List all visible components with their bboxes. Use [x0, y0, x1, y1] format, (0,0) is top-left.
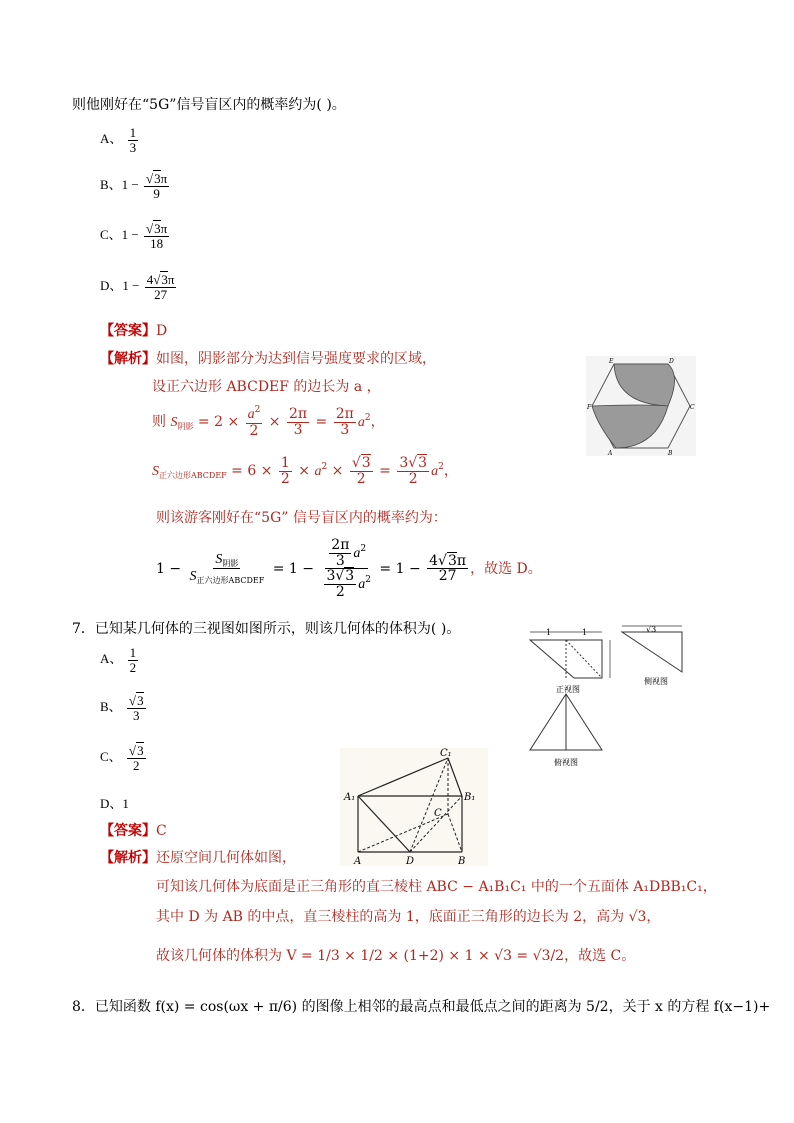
- q6-probability-formula: 1 − $\frac{S_{阴影}}{S_{正六边形ABCDEF}}$ = 1 − $\frac{2\pi}{3}$ $a^2$ $\frac{3√3}{2}$ $a^2$ = 1 − $\frac{4√3\pi}{27}$ ，故选 D。: [156, 537, 542, 601]
- solid-label-b: B: [458, 856, 466, 866]
- q6-answer: 【答案】D: [100, 323, 168, 339]
- hex-label-f: F: [587, 404, 592, 411]
- side-view-label: 侧视图: [644, 677, 668, 686]
- hex-label-d: D: [669, 358, 674, 365]
- q6-formula-shadow: 则 $S_{阴影} = 2$ × $\frac{a^2}{2}$ × $\frac{2\pi}{3}$ = $\frac{2\pi}{3}$ $a^2$，: [152, 405, 385, 439]
- solid-label-c1: C₁: [440, 748, 452, 759]
- dim-label-1b: 1: [582, 628, 588, 637]
- q7-analysis-line3: 其中 D 为 AB 的中点，直三棱柱的高为 1，底面正三角形的边长为 2，高为 √3，: [156, 909, 661, 925]
- q7-analysis-line4: 故该几何体的体积为 V = 1/3 × 1/2 × (1+2) × 1 × √3 = √3/2，故选 C。: [156, 948, 636, 964]
- q6-analysis-line2: 设正六边形 ABCDEF 的边长为 a ，: [152, 379, 381, 395]
- q6-stem: 则他刚好在“5G”信号盲区内的概率约为( )。: [72, 97, 346, 113]
- solid-label-a: A: [354, 856, 362, 866]
- q7-answer: 【答案】C: [100, 823, 167, 839]
- dim-label-1a: 1: [546, 628, 552, 637]
- hex-label-b: B: [668, 450, 673, 456]
- solid-figure: [340, 748, 488, 866]
- solid-label-c: C: [434, 808, 442, 819]
- q7-option-a[interactable]: A、 $\frac{1}{2}$: [100, 645, 137, 675]
- q6-option-c[interactable]: C、1 − $\frac{√3\pi}{18}$: [100, 221, 168, 251]
- q7-option-d[interactable]: D、1: [100, 796, 129, 811]
- q6-option-d[interactable]: D、1 − $\frac{4√3\pi}{27}$: [100, 272, 175, 302]
- q7-analysis-line2: 可知该几何体为底面是正三角形的直三棱柱 ABC − A₁B₁C₁ 中的一个五面体 A₁DBB₁C₁，: [156, 879, 717, 895]
- front-view-label: 正视图: [556, 685, 580, 694]
- q7-option-c[interactable]: C、 $\frac{√3}{2}$: [100, 743, 144, 773]
- q6-option-a[interactable]: A、 $\frac{1}{3}$: [100, 125, 137, 155]
- top-view-label: 俯视图: [554, 758, 578, 767]
- q6-option-b[interactable]: B、1 − $\frac{√3\pi}{9}$: [100, 171, 168, 201]
- q6-formula-hexagon: $S_{正六边形ABCDEF} = 6$ × $\frac{1}{2}$ × $a^2$ × $\frac{√3}{2}$ = $\frac{3√3}{2}$ $a^2$，: [152, 455, 458, 487]
- hex-label-e: E: [609, 358, 614, 365]
- q8-stem: 8．已知函数 f(x) = cos(ωx + π/6) 的图像上相邻的最高点和最低点之间的距离为 5/2，关于 x 的方程 f(x−1)+: [72, 999, 771, 1015]
- solid-label-a1: A₁: [344, 792, 356, 803]
- hex-label-c: C: [690, 404, 695, 411]
- q7-option-b[interactable]: B、 $\frac{√3}{3}$: [100, 693, 144, 723]
- q7-stem: 7．已知某几何体的三视图如图所示，则该几何体的体积为( )。: [72, 621, 461, 637]
- q6-analysis-line3: 则该游客刚好在“5G” 信号盲区内的概率约为：: [156, 510, 447, 526]
- solid-label-d: D: [406, 856, 415, 866]
- hex-label-a: A: [608, 450, 613, 456]
- q6-analysis-line1: 【解析】如图，阴影部分为达到信号强度要求的区域，: [100, 351, 436, 367]
- three-view-figure: [526, 622, 694, 770]
- solid-label-b1: B₁: [464, 792, 476, 803]
- q7-analysis-line1: 【解析】还原空间几何体如图，: [100, 850, 296, 866]
- dim-label-sqrt3: √3: [646, 625, 657, 634]
- hexagon-figure: [586, 356, 696, 456]
